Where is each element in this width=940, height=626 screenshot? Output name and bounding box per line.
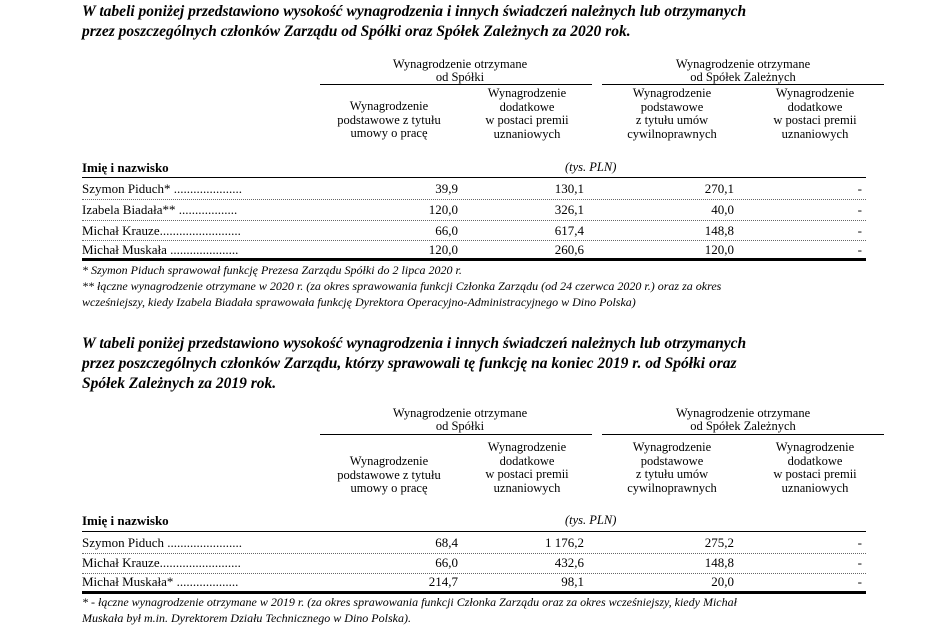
table-cell-value: 270,1 bbox=[704, 181, 734, 196]
table-cell-value: 1 176,2 bbox=[545, 535, 584, 550]
table-cell-value: 326,1 bbox=[554, 202, 584, 217]
table-bottom-rule bbox=[82, 258, 866, 261]
table-cell-value: - bbox=[857, 181, 862, 196]
table-cell-value: 432,6 bbox=[554, 555, 584, 570]
column-header-4: Wynagrodzenie dodatkowe w postaci premii uznaniowych bbox=[773, 440, 857, 495]
table-cell-value: 148,8 bbox=[704, 555, 734, 570]
name-column-header: Imię i nazwisko bbox=[82, 513, 169, 528]
table-cell-value: 275,2 bbox=[704, 535, 734, 550]
unit-label: (tys. PLN) bbox=[565, 513, 617, 527]
unit-label: (tys. PLN) bbox=[565, 160, 617, 174]
name-column-header: Imię i nazwisko bbox=[82, 160, 169, 175]
table-cell-value: 20,0 bbox=[711, 574, 734, 589]
table-row-name: Michał Muskała* ................... bbox=[82, 574, 239, 589]
column-header-2: Wynagrodzenie dodatkowe w postaci premii uznaniowych bbox=[485, 440, 569, 495]
group-rule-zalezne bbox=[602, 434, 884, 435]
group-header-zalezne: Wynagrodzenie otrzymane od Spółek Zależnych bbox=[675, 406, 811, 433]
table-row-name: Michał Muskała ..................... bbox=[82, 242, 239, 257]
row-divider bbox=[82, 240, 866, 241]
table-cell-value: 39,9 bbox=[435, 181, 458, 196]
table-cell-value: - bbox=[857, 202, 862, 217]
heading-2020: W tabeli poniżej przedstawiono wysokość wynagrodzenia i innych świadczeń należnych lub otrzymanych przez poszczególnych członków Zarządu od Spółki oraz Spółek Zależnych za 2020 rok. bbox=[82, 3, 747, 40]
table-row-name: Michał Krauze......................... bbox=[82, 555, 241, 570]
table-cell-value: - bbox=[857, 223, 862, 238]
table-cell-value: 617,4 bbox=[554, 223, 584, 238]
table-cell-value: 66,0 bbox=[435, 223, 458, 238]
table-cell-value: - bbox=[857, 574, 862, 589]
table-cell-value: 66,0 bbox=[435, 555, 458, 570]
column-header-3: Wynagrodzenie podstawowe z tytułu umów cywilnoprawnych bbox=[627, 440, 717, 495]
table-cell-value: 68,4 bbox=[435, 535, 458, 550]
table-cell-value: 260,6 bbox=[554, 242, 584, 257]
column-header-2: Wynagrodzenie dodatkowe w postaci premii uznaniowych bbox=[485, 86, 569, 141]
group-header-spolka: Wynagrodzenie otrzymane od Spółki bbox=[392, 406, 528, 433]
table-cell-value: 120,0 bbox=[428, 202, 458, 217]
header-rule bbox=[82, 531, 866, 532]
table-cell-value: 214,7 bbox=[428, 574, 458, 589]
table-cell-value: 98,1 bbox=[561, 574, 584, 589]
column-header-3: Wynagrodzenie podstawowe z tytułu umów cywilnoprawnych bbox=[627, 86, 717, 141]
table-row-name: Michał Krauze......................... bbox=[82, 223, 241, 238]
table-cell-value: 148,8 bbox=[704, 223, 734, 238]
table-row-name: Izabela Biadała** .................. bbox=[82, 202, 238, 217]
row-divider bbox=[82, 220, 866, 221]
table-cell-value: 120,0 bbox=[428, 242, 458, 257]
table-cell-value: - bbox=[857, 555, 862, 570]
table-cell-value: 40,0 bbox=[711, 202, 734, 217]
group-rule-spolka bbox=[320, 84, 592, 85]
table-row-name: Szymon Piduch* ..................... bbox=[82, 181, 242, 196]
table-row-name: Szymon Piduch ....................... bbox=[82, 535, 242, 550]
row-divider bbox=[82, 199, 866, 200]
table-cell-value: - bbox=[857, 242, 862, 257]
column-header-4: Wynagrodzenie dodatkowe w postaci premii uznaniowych bbox=[773, 86, 857, 141]
group-header-spolka: Wynagrodzenie otrzymane od Spółki bbox=[392, 57, 528, 84]
footnotes-2020: * Szymon Piduch sprawował funkcję Prezesa Zarządu Spółki do 2 lipca 2020 r. ** łączne wynagrodzenie otrzymane w 2020 r. (za okres sprawowania funkcji Członka Zarządu (od 24 czerwca 2020 r.) oraz za okres wcześniejszy, kiedy Izabela Biadała sprawowała funkcję Dyrektora Operacyjno-Administracyjnego w Dino Polska) bbox=[82, 263, 722, 309]
group-header-zalezne: Wynagrodzenie otrzymane od Spółek Zależnych bbox=[675, 57, 811, 84]
group-rule-zalezne bbox=[602, 84, 884, 85]
column-header-1: Wynagrodzenie podstawowe z tytułu umowy o pracę bbox=[337, 99, 441, 140]
group-rule-spolka bbox=[320, 434, 592, 435]
table-cell-value: 130,1 bbox=[554, 181, 584, 196]
column-header-1: Wynagrodzenie podstawowe z tytułu umowy o pracę bbox=[337, 454, 441, 495]
heading-2019: W tabeli poniżej przedstawiono wysokość wynagrodzenia i innych świadczeń należnych lub otrzymanych przez poszczególnych członków Zarządu, którzy sprawowali tę funkcję na koniec 2019 r. od Spółki oraz Spółek Zależnych za 2019 rok. bbox=[82, 335, 747, 392]
table-cell-value: - bbox=[857, 535, 862, 550]
header-rule bbox=[82, 177, 866, 178]
row-divider bbox=[82, 553, 866, 554]
footnotes-2019: * - łączne wynagrodzenie otrzymane w 2019 r. (za okres sprawowania funkcji Członka Zarządu oraz za okres wcześniejszy, kiedy Michał Muskała był m.in. Dyrektorem Działu Technicznego w Dino Polska). bbox=[82, 595, 737, 625]
table-cell-value: 120,0 bbox=[704, 242, 734, 257]
